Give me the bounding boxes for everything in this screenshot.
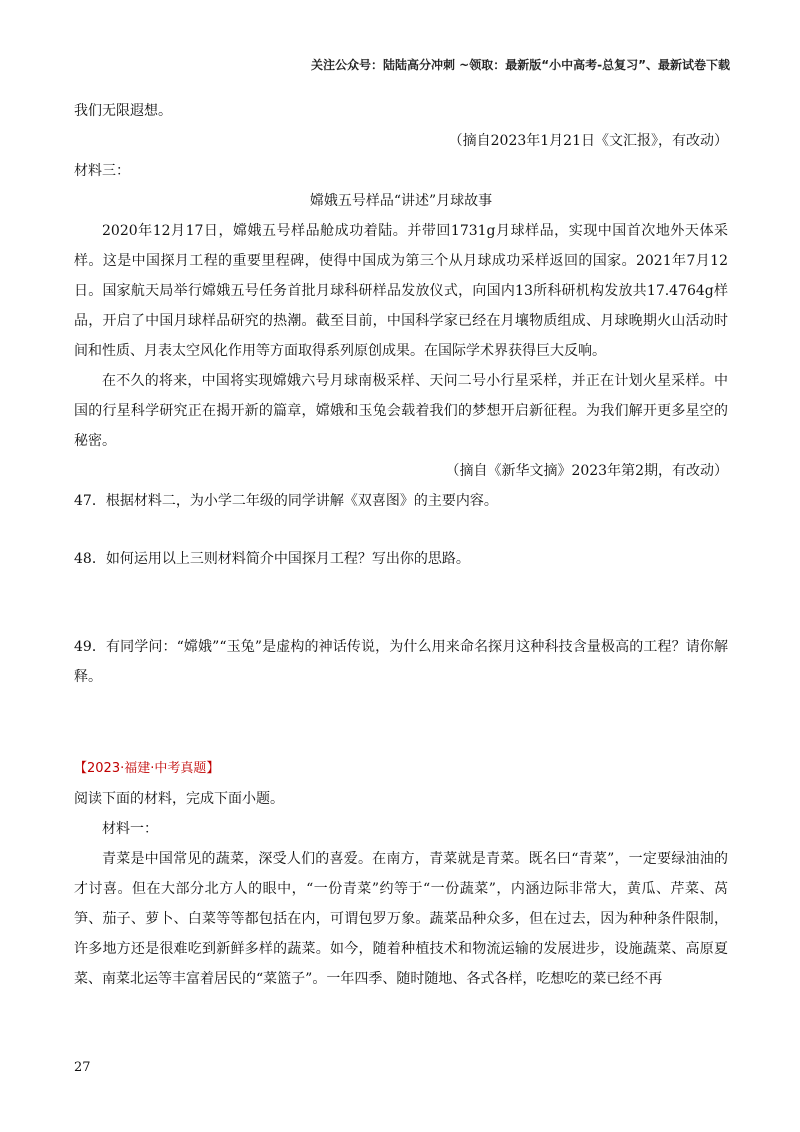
page-header: 关注公众号：陆陆高分冲刺 ~领取：最新版“小中高考-总复习”、最新试卷下载 <box>311 58 730 72</box>
instruction: 阅读下面的材料，完成下面小题。 <box>74 791 284 807</box>
material1-paragraph-1: 青菜是中国常见的蔬菜，深受人们的喜爱。在南方，青菜就是青菜。既名曰“青菜”，一定要绿油油的才讨喜。但在大部分北方人的眼中，“一份青菜”约等于“一份蔬菜”，内涵边际非常大，黄瓜、芹菜、莴笋、茄子、萝卜、白菜等等都包括在内，可谓包罗万象。蔬菜品种众多，但在过去，因为种种条件限制，许多地方还是很难吃到新鲜多样的蔬菜。如今，随着种植技术和物流运输的发展进步，设施蔬菜、高原夏菜、南菜北运等丰富着居民的“菜篮子”。一年四季、随时随地、各式各样，吃想吃的菜已经不再 <box>74 851 728 987</box>
source-citation-1: （摘自2023年1月21日《文汇报》，有改动） <box>448 133 728 149</box>
question-48: 48．如何运用以上三则材料简介中国探月工程？写出你的思路。 <box>74 551 470 567</box>
page-number: 27 <box>74 1060 91 1075</box>
material3-title: 嫦娥五号样品“讲述”月球故事 <box>309 193 493 209</box>
material3-label: 材料三： <box>74 163 130 179</box>
question-49: 49．有同学问：“嫦娥”“玉兔”是虚构的神话传说，为什么用来命名探月这种科技含量极高的工程？请你解释。 <box>74 639 728 685</box>
material1-label: 材料一： <box>102 821 158 837</box>
intro-line: 我们无限遐想。 <box>74 103 172 119</box>
source-citation-2: （摘自《新华文摘》2023年第2期，有改动） <box>445 463 728 479</box>
material3-paragraph-2: 在不久的将来，中国将实现嫦娥六号月球南极采样、天问二号小行星采样，并正在计划火星采样。中国的行星科学研究正在揭开新的篇章，嫦娥和玉兔会载着我们的梦想开启新征程。为我们解开更多星空的秘密。 <box>74 373 728 449</box>
material3-paragraph-1: 2020年12月17日，嫦娥五号样品舱成功着陆。并带回1731g月球样品，实现中国首次地外天体采样。这是中国探月工程的重要里程碑，使得中国成为第三个从月球成功采样返回的国家。2021年7月12日。国家航天局举行嫦娥五号任务首批月球科研样品发放仪式，向国内13所科研机构发放共17.4764g样品，开启了中国月球样品研究的热潮。截至目前，中国科学家已经在月壤物质组成、月球晚期火山活动时间和性质、月表太空风化作用等方面取得系列原创成果。在国际学术界获得巨大反响。 <box>74 223 728 359</box>
question-47: 47．根据材料二，为小学二年级的同学讲解《双喜图》的主要内容。 <box>74 493 498 509</box>
document-body <box>74 96 728 994</box>
exam-source-tag: 【2023·福建·中考真题】 <box>74 761 220 776</box>
